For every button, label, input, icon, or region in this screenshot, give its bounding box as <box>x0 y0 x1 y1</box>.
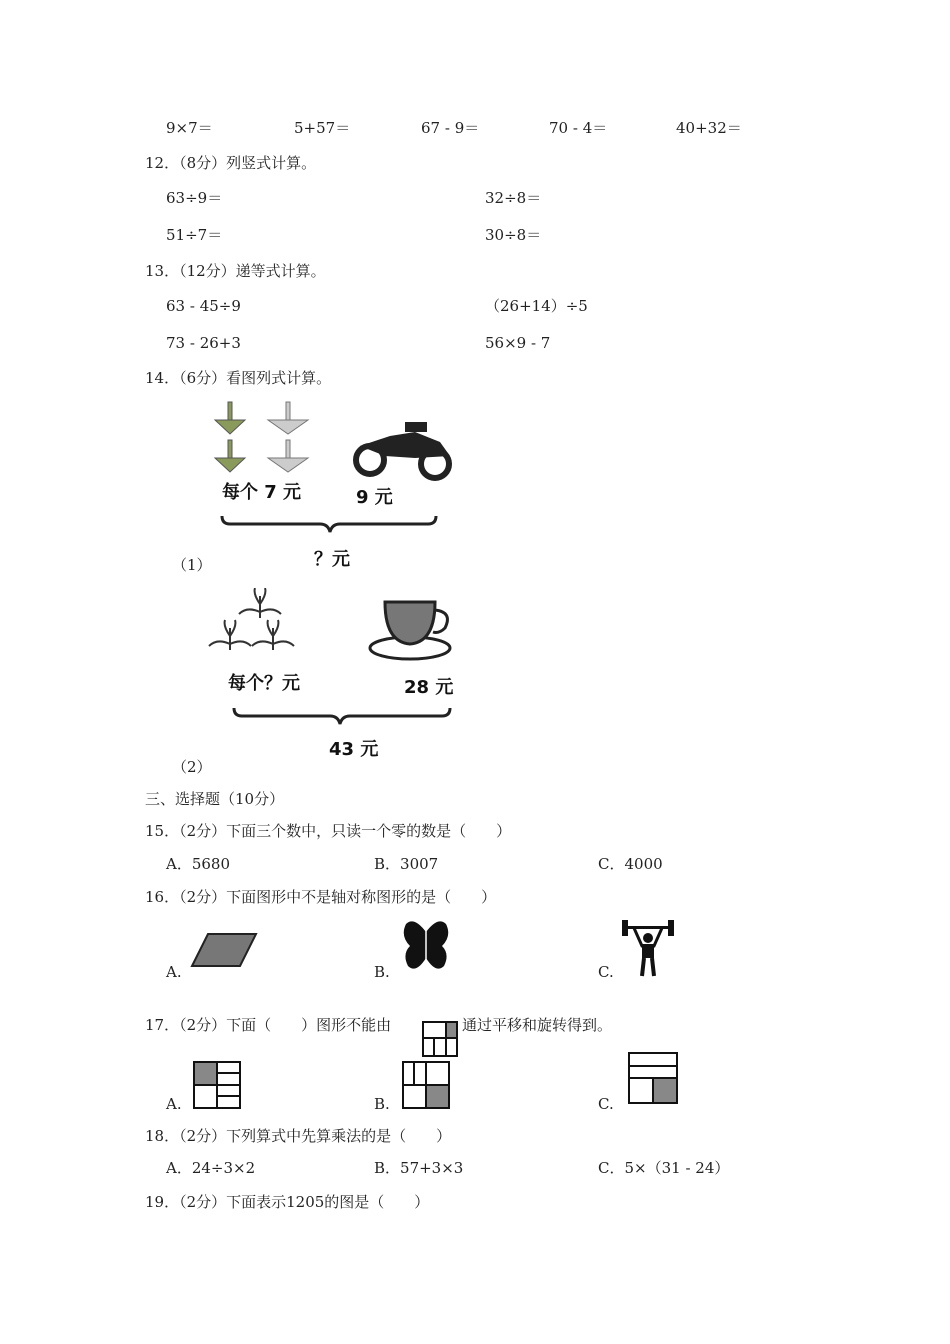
price-each: 每个？元 <box>228 673 300 694</box>
question-title: 15．（2分）下面三个数中，只读一个零的数是（ ） <box>145 822 512 840</box>
question-title-cont: 通过平移和旋转得到。 <box>462 1016 613 1034</box>
expression: 51÷7＝ <box>166 226 223 244</box>
total-price: 43 元 <box>329 739 379 760</box>
shape-a-icon <box>193 1061 241 1109</box>
expression: 5+57＝ <box>294 119 351 137</box>
brace <box>234 708 450 724</box>
expression: 63÷9＝ <box>166 189 223 207</box>
question-title: 14．（6分）看图列式计算。 <box>145 369 332 387</box>
expression: 56×9 - 7 <box>485 334 551 352</box>
question-title: 18．（2分）下列算式中先算乘法的是（ ） <box>145 1127 452 1145</box>
option-a: A. <box>166 1095 182 1113</box>
expression: 30÷8＝ <box>485 226 542 244</box>
option-b: B. <box>374 963 390 981</box>
spinning-top-icon <box>268 402 308 472</box>
expression: 70 - 4＝ <box>549 119 608 137</box>
motorcycle-icon <box>356 422 450 478</box>
plant-icon <box>209 588 294 650</box>
option-a: A．5680 <box>166 855 231 873</box>
parallelogram-icon <box>190 930 260 970</box>
option-b: B．3007 <box>374 855 439 873</box>
option-b: B．57+3×3 <box>374 1159 464 1177</box>
expression: 73 - 26+3 <box>166 334 241 352</box>
expression: 9×7＝ <box>166 119 213 137</box>
figure-label: （1） <box>172 556 212 574</box>
expression: 40+32＝ <box>676 119 742 137</box>
price-item: 9 元 <box>356 487 393 508</box>
section-heading: 三、选择题（10分） <box>145 790 285 808</box>
spinning-top-icon <box>215 402 245 472</box>
butterfly-icon <box>400 918 452 976</box>
expression: 63 - 45÷9 <box>166 297 241 315</box>
figure-label: （2） <box>172 758 212 776</box>
weightlifter-icon <box>620 920 676 978</box>
option-c: C．4000 <box>598 855 663 873</box>
question-title: 16．（2分）下面图形中不是轴对称图形的是（ ） <box>145 888 497 906</box>
total-price: ？元 <box>314 549 350 570</box>
price-each: 每个 7 元 <box>222 482 302 503</box>
figure-plants-cup <box>205 588 465 728</box>
brace <box>222 516 436 532</box>
expression: （26+14）÷5 <box>485 297 588 315</box>
option-c: C. <box>598 963 614 981</box>
option-c: C. <box>598 1095 614 1113</box>
question-title: 19．（2分）下面表示1205的图是（ ） <box>145 1193 430 1211</box>
question-title: 17．（2分）下面（ ）图形不能由 <box>145 1016 392 1034</box>
option-a: A. <box>166 963 182 981</box>
expression: 67 - 9＝ <box>421 119 480 137</box>
cup-icon <box>370 602 450 659</box>
option-a: A．24÷3×2 <box>166 1159 256 1177</box>
option-c: C．5×（31 - 24） <box>598 1159 730 1177</box>
option-b: B. <box>374 1095 390 1113</box>
question-title: 12．（8分）列竖式计算。 <box>145 154 317 172</box>
expression: 32÷8＝ <box>485 189 542 207</box>
price-item: 28 元 <box>404 677 454 698</box>
source-shape-icon <box>422 1021 458 1057</box>
shape-c-icon <box>628 1052 678 1104</box>
question-title: 13．（12分）递等式计算。 <box>145 262 326 280</box>
shape-b-icon <box>402 1061 450 1109</box>
